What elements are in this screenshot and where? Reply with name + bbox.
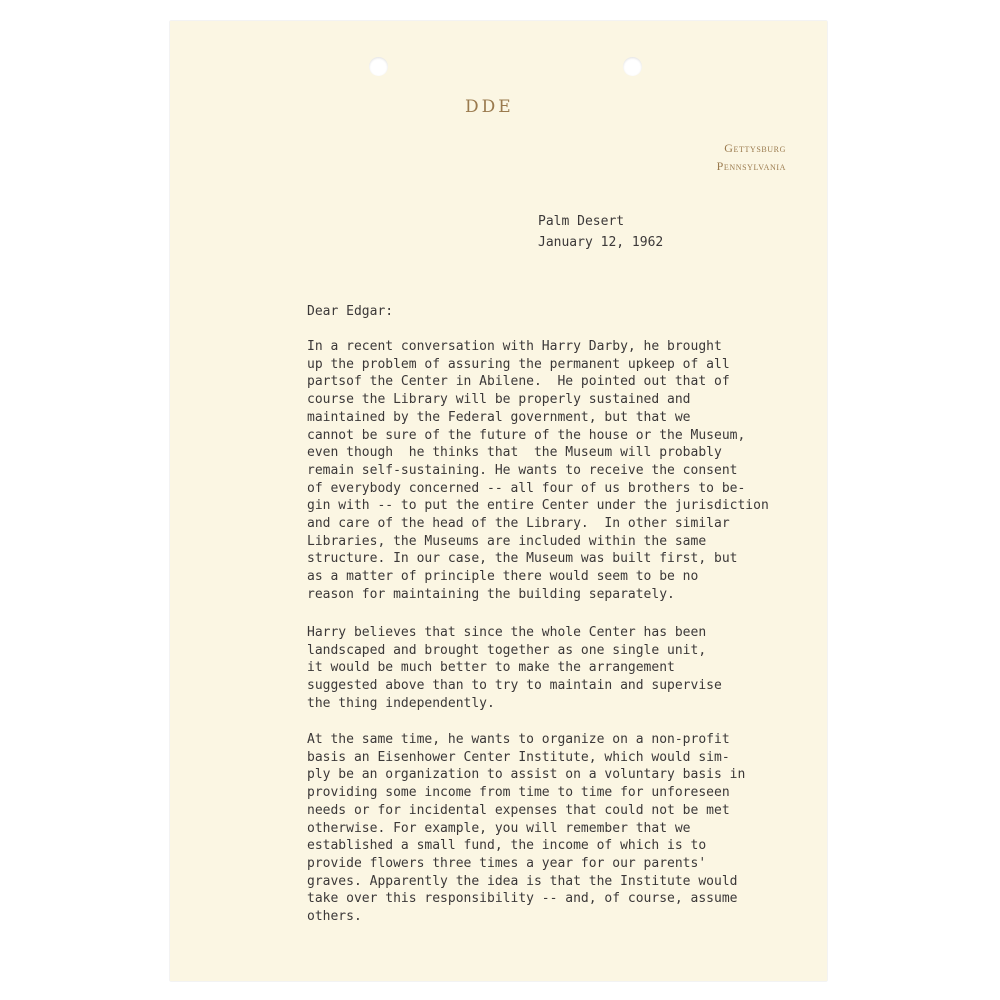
letterhead-location xyxy=(717,139,786,175)
letterhead-location-line: Gettysburg xyxy=(724,141,786,155)
text-line: providing some income from time to time for unforeseen xyxy=(307,785,730,801)
text-line: ply be an organization to assist on a voluntary basis in xyxy=(307,767,746,783)
text-line: landscaped and brought together as one single unit, xyxy=(307,642,707,658)
text-line: At the same time, he wants to organize on a non-profit xyxy=(307,732,730,747)
letter-page xyxy=(170,21,827,981)
text-line: In a recent conversation with Harry Darby, he brought xyxy=(307,339,722,354)
dateline xyxy=(538,211,663,253)
text-line: course the Library will be properly sustained and xyxy=(307,392,691,408)
text-line: graves. Apparently the idea is that the Institute would xyxy=(307,873,738,889)
letterhead-monogram: DDE xyxy=(465,97,514,117)
text-line: Harry believes that since the whole Center has been xyxy=(307,625,707,640)
text-line: the thing independently. xyxy=(307,695,495,711)
text-line: as a matter of principle there would seem to be no xyxy=(307,569,699,585)
punch-hole xyxy=(623,57,642,76)
letter-paragraph xyxy=(307,338,769,604)
letter-paragraph xyxy=(307,624,722,713)
dateline-location: Palm Desert xyxy=(538,214,625,229)
letter-paragraph xyxy=(307,731,745,926)
text-line: partsof the Center in Abilene. He pointed out that of xyxy=(307,374,730,390)
text-line: up the problem of assuring the permanent upkeep of all xyxy=(307,356,730,372)
letterhead-location-line: Pennsylvania xyxy=(716,159,786,173)
text-line: reason for maintaining the building separately. xyxy=(307,586,675,602)
text-line: take over this responsibility -- and, of course, assume xyxy=(307,891,738,907)
text-line: it would be much better to make the arrangement xyxy=(307,660,675,676)
text-line: provide flowers three times a year for our parents' xyxy=(307,855,707,871)
text-line: cannot be sure of the future of the house or the Museum, xyxy=(307,427,746,443)
text-line: gin with -- to put the entire Center under the jurisdiction xyxy=(307,498,769,514)
salutation: Dear Edgar: xyxy=(307,304,394,319)
text-line: maintained by the Federal government, but that we xyxy=(307,409,691,425)
text-line: and care of the head of the Library. In other similar xyxy=(307,516,730,532)
text-line: even though he thinks that the Museum will probably xyxy=(307,445,722,461)
text-line: Libraries, the Museums are included within the same xyxy=(307,533,707,549)
dateline-date: January 12, 1962 xyxy=(538,235,664,250)
text-line: of everybody concerned -- all four of us brothers to be- xyxy=(307,480,746,496)
text-line: established a small fund, the income of which is to xyxy=(307,838,707,854)
text-line: suggested above than to try to maintain and supervise xyxy=(307,678,722,694)
text-line: structure. In our case, the Museum was built first, but xyxy=(307,551,738,567)
text-line: basis an Eisenhower Center Institute, which would sim- xyxy=(307,749,730,765)
text-line: otherwise. For example, you will remember that we xyxy=(307,820,691,836)
punch-hole xyxy=(369,57,388,76)
text-line: others. xyxy=(307,909,362,925)
text-line: needs or for incidental expenses that could not be met xyxy=(307,802,730,818)
text-line: remain self-sustaining. He wants to receive the consent xyxy=(307,462,738,478)
